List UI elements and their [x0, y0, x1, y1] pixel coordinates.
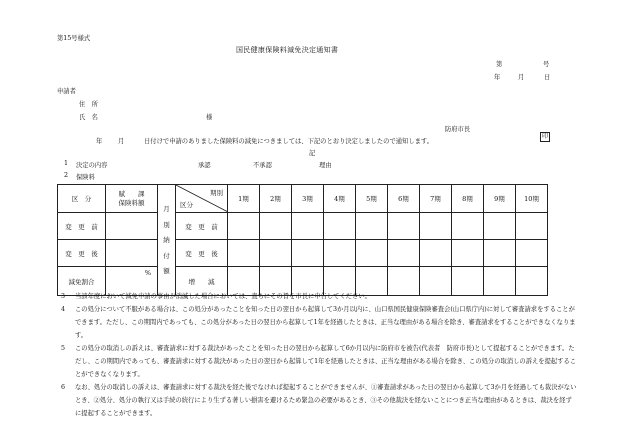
- intro-month: 月: [118, 138, 125, 145]
- row-before-label: 変 更 前: [58, 213, 106, 240]
- cell: [484, 240, 516, 267]
- period-9-header: 9期: [484, 185, 516, 213]
- reason-label: 理由: [319, 162, 332, 169]
- period-label: 期別: [210, 189, 223, 197]
- cell: [228, 240, 260, 267]
- cell: [324, 213, 356, 240]
- note-item: [57, 381, 577, 420]
- percent-unit: %: [144, 269, 151, 277]
- honorific: 様: [206, 114, 213, 121]
- cell: [356, 213, 388, 240]
- note-text: この処分の取消しの訴えは、審査請求に対する裁決があったことを知った日の翌日から起算して6か月以内に防府市を被告(代表者 防府市長)として提起することができます。ただし、この期間内であっても、審査請求に対する裁決があった日の翌日から起算して1年を経過したときは、正当な理由がある場合を除き、この処分の取消しの訴えを提起することができなくなります。: [75, 345, 577, 378]
- cell: [324, 240, 356, 267]
- intro-text: 日付けで申請のありました保険料の減免につきましては、下記のとおり決定しましたので通知します。: [144, 138, 434, 145]
- increase-decrease-label: 増 減: [176, 267, 228, 296]
- note-text: なお、処分の取消しの訴えは、審査請求に対する裁決を経た後でなければ提起することができませんが、①審査請求があった日の翌日から起算して3か月を経過しても裁決がないとき、②処分、処分の執行又は手続の続行により生ずる著しい損害を避けるため緊急の必要があるとき、③その他裁決を経ないことにつき正当な理由があるときは、裁決を経ずに提起することができます。: [75, 384, 577, 417]
- cell: [388, 240, 420, 267]
- cell: [260, 213, 292, 240]
- approved-option: 承認: [198, 162, 211, 169]
- cell: [420, 213, 452, 240]
- period-division-header: [176, 185, 228, 213]
- period-1-header: 1期: [228, 185, 260, 213]
- cell: [292, 213, 324, 240]
- row-before-right-label: 変 更 前: [176, 213, 228, 240]
- division-label: 区分: [180, 201, 193, 209]
- form-number: 第15号様式: [57, 35, 91, 42]
- table-row: [58, 240, 548, 267]
- seal-mark: 印: [541, 133, 548, 140]
- note-item: [57, 303, 577, 342]
- address-label: 住 所: [79, 101, 98, 108]
- ki-label: 記: [309, 150, 316, 157]
- period-8-header: 8期: [452, 185, 484, 213]
- item2-label: 保険料: [76, 174, 95, 181]
- doc-number-label: 第: [496, 61, 503, 68]
- reduction-rate-label: 減免割合: [58, 267, 106, 296]
- note-number: 4: [61, 306, 66, 313]
- item1-number: 1: [64, 160, 69, 167]
- note-text: 当該年度において減免申請の事由が消滅した場合においては、直ちにその旨を市長に申告してください。: [75, 293, 371, 300]
- table-row: [58, 213, 548, 240]
- issuer-name: 防府市長: [445, 126, 471, 133]
- item2-number: 2: [64, 172, 69, 179]
- vertical-char: 額: [163, 267, 170, 276]
- period-7-header: 7期: [420, 185, 452, 213]
- cell: [292, 240, 324, 267]
- note-item: [57, 342, 577, 381]
- note-item: [57, 290, 577, 303]
- cell: [260, 240, 292, 267]
- assessed-before-cell: [106, 213, 158, 240]
- assessed-amount-header: [106, 185, 158, 213]
- cell: [452, 213, 484, 240]
- premium-table: [57, 184, 548, 296]
- not-approved-option: 不承認: [253, 162, 272, 169]
- period-5-header: 5期: [356, 185, 388, 213]
- date-year: 年: [494, 74, 501, 81]
- name-label: 氏 名: [79, 114, 98, 121]
- cell: [356, 240, 388, 267]
- note-number: 6: [61, 384, 66, 391]
- monthly-payment-vertical-label: [158, 185, 176, 296]
- vertical-char: 別: [163, 220, 170, 229]
- date-day: 日: [544, 74, 551, 81]
- table-header-row: [58, 185, 548, 213]
- notes-section: [57, 290, 577, 420]
- cell: [388, 213, 420, 240]
- note-number: 3: [61, 293, 66, 300]
- assessed-after-cell: [106, 240, 158, 267]
- period-3-header: 3期: [292, 185, 324, 213]
- vertical-char: 納: [163, 236, 170, 245]
- period-6-header: 6期: [388, 185, 420, 213]
- cell: [420, 240, 452, 267]
- row-after-label: 変 更 後: [58, 240, 106, 267]
- kubun-header: 区 分: [58, 185, 106, 213]
- item1-label: 決定の内容: [76, 162, 108, 169]
- cell: [484, 213, 516, 240]
- doc-number-suffix: 号: [543, 61, 550, 68]
- applicant-heading: 申請者: [57, 88, 76, 95]
- row-after-right-label: 変 更 後: [176, 240, 228, 267]
- intro-year: 年: [96, 138, 103, 145]
- vertical-char: 月: [163, 205, 170, 214]
- note-text: この処分について不服がある場合は、この処分があったことを知った日の翌日から起算して3か月以内に、山口県国民健康保険審査会(山口県庁内)に対して審査請求をすることができます。ただし、この期間内であっても、この処分があった日の翌日から起算して1年を経過したときは、正当な理由がある場合を除き、審査請求をすることができなくなります。: [75, 306, 576, 339]
- cell: [516, 240, 548, 267]
- cell: [228, 213, 260, 240]
- period-2-header: 2期: [260, 185, 292, 213]
- vertical-char: 付: [163, 251, 170, 260]
- document-title: 国民健康保険料減免決定通知書: [236, 46, 339, 54]
- assessed-bottom: 保険料額: [118, 198, 145, 207]
- assessed-top: 賦 課: [118, 189, 145, 198]
- note-number: 5: [61, 345, 66, 352]
- cell: [516, 213, 548, 240]
- cell: [452, 240, 484, 267]
- period-10-header: 10期: [516, 185, 548, 213]
- date-month: 月: [518, 74, 525, 81]
- period-4-header: 4期: [324, 185, 356, 213]
